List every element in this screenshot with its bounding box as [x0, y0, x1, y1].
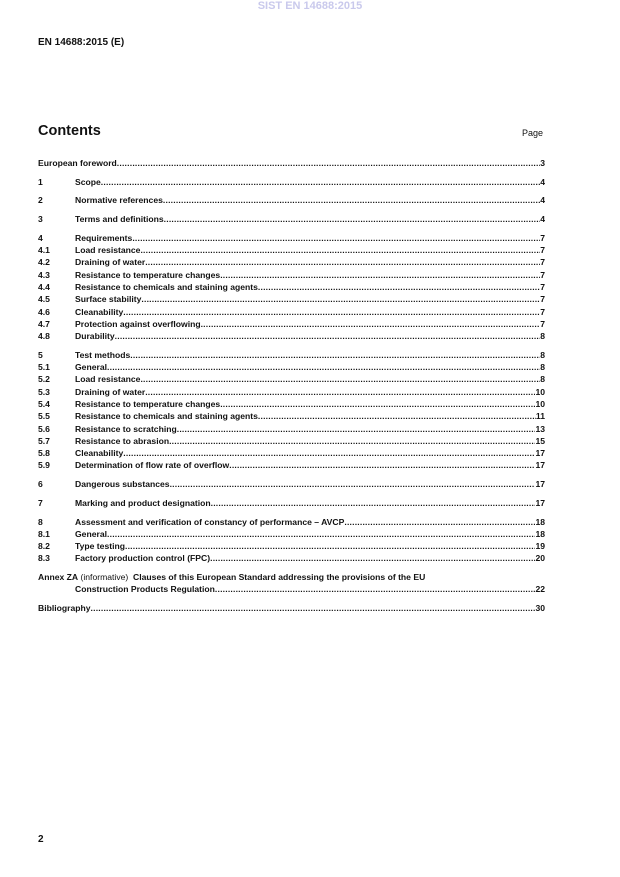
toc-entry[interactable] — [38, 435, 545, 447]
toc-entry-number: 4.1 — [38, 245, 50, 256]
toc-entry[interactable] — [38, 398, 545, 410]
toc-entry-title: Dangerous substances — [75, 479, 170, 490]
toc-entry-title: General — [75, 528, 108, 539]
toc-entry-title: Resistance to temperature changes — [75, 269, 221, 280]
toc-entry-title: Test methods — [75, 349, 131, 360]
toc-entry-page: 7 — [540, 306, 545, 317]
toc-entry-page: 3 — [540, 158, 545, 168]
toc-entry-page: 7 — [540, 269, 545, 280]
dot-leader — [258, 281, 540, 293]
toc-entry-title: Factory production control (FPC) — [75, 553, 211, 564]
toc-entry-page: 8 — [540, 331, 545, 342]
toc-entry-number: 4.7 — [38, 318, 50, 329]
dot-leader — [201, 318, 541, 330]
toc-entry-page: 7 — [540, 294, 545, 305]
dot-leader — [258, 410, 536, 422]
dot-leader — [145, 386, 535, 398]
toc-entry-number: 4.6 — [38, 306, 50, 317]
dot-leader — [130, 349, 540, 361]
toc-entry-title: Load resistance — [75, 245, 141, 256]
toc-group — [38, 478, 545, 490]
toc-entry-title: Durability — [75, 331, 115, 342]
toc-entry[interactable] — [38, 176, 545, 188]
toc-entry-number: 4.8 — [38, 331, 50, 342]
dot-leader — [210, 552, 535, 564]
toc-entry-page: 8 — [540, 374, 545, 385]
toc-entry-title: General — [75, 362, 108, 373]
annex-qualifier: (informative) — [80, 572, 129, 583]
dot-leader — [123, 306, 540, 318]
toc-entry-title: Resistance to temperature changes — [75, 399, 221, 409]
toc-entry-title: Normative references — [75, 195, 163, 206]
toc-entry-number: 4.5 — [38, 294, 50, 305]
annex-title-line2: Construction Products Regulation — [75, 584, 215, 595]
toc-entry-title: Load resistance — [75, 374, 141, 385]
toc-entry[interactable] — [38, 540, 545, 552]
toc-entry-page: 17 — [535, 479, 545, 490]
toc-entry[interactable] — [38, 330, 545, 342]
dot-leader — [170, 478, 536, 490]
page-number: 2 — [38, 834, 44, 845]
toc-entry-number: 7 — [38, 497, 43, 508]
dot-leader — [115, 330, 541, 342]
dot-leader — [163, 194, 540, 206]
toc-entry-page: 7 — [540, 257, 545, 268]
toc-entry-number: 1 — [38, 176, 43, 187]
toc-entry-page: 17 — [535, 448, 545, 459]
toc-entry-title: Surface stability — [75, 294, 142, 305]
table-of-contents — [38, 157, 545, 621]
toc-annex-entry[interactable] — [38, 571, 545, 596]
toc-entry-page: 7 — [540, 281, 545, 292]
toc-entry-number: 5.2 — [38, 374, 50, 385]
toc-entry[interactable] — [38, 318, 545, 330]
toc-entry-title: Scope — [75, 176, 101, 187]
toc-group — [38, 176, 545, 188]
toc-entry-number: 4 — [38, 232, 43, 243]
toc-group — [38, 516, 545, 565]
toc-entry[interactable] — [38, 423, 545, 435]
toc-group — [38, 232, 545, 343]
toc-entry[interactable] — [38, 478, 545, 490]
toc-entry[interactable] — [38, 349, 545, 361]
toc-entry-number: 5.1 — [38, 362, 50, 373]
bibliography-title: Bibliography — [38, 603, 91, 614]
dot-leader — [140, 373, 540, 385]
toc-group — [38, 497, 545, 509]
dot-leader — [177, 423, 536, 435]
toc-entry[interactable] — [38, 269, 545, 281]
toc-entry-title: Cleanability — [75, 448, 124, 459]
toc-group — [38, 194, 545, 206]
toc-entry-number: 2 — [38, 195, 43, 206]
toc-entry-title: Draining of water — [75, 386, 146, 397]
toc-entry[interactable] — [38, 213, 545, 225]
toc-entry[interactable] — [38, 244, 545, 256]
toc-entry-page: 20 — [535, 553, 545, 564]
toc-entry-title: Marking and product designation — [75, 497, 211, 508]
toc-entry-number: 5.7 — [38, 435, 50, 446]
toc-entry-page: 18 — [535, 528, 545, 539]
toc-entry-title: Terms and definitions — [75, 214, 164, 225]
dot-leader — [107, 361, 540, 373]
toc-entry-page: 8 — [540, 362, 545, 373]
toc-entry-title: Requirements — [75, 232, 133, 243]
bibliography-page: 30 — [535, 603, 545, 614]
toc-entry-page: 4 — [540, 176, 545, 187]
toc-entry-page: 18 — [535, 516, 545, 527]
toc-entry-page: 15 — [535, 435, 545, 446]
toc-entry-page: 7 — [540, 232, 545, 243]
dot-leader — [145, 256, 540, 268]
toc-entry-page: 4 — [540, 195, 545, 206]
toc-entry-page: 4 — [540, 214, 545, 225]
toc-entry[interactable] — [38, 306, 545, 318]
toc-entry-page: 13 — [535, 423, 545, 434]
toc-entry-number: 8.2 — [38, 541, 50, 552]
toc-entry[interactable] — [38, 256, 545, 268]
dot-leader — [220, 269, 540, 281]
toc-entry-number: 5.5 — [38, 411, 50, 422]
toc-entry-title: Cleanability — [75, 306, 124, 317]
toc-entry[interactable] — [38, 410, 545, 422]
toc-entry-number: 5.3 — [38, 386, 50, 397]
dot-leader — [141, 293, 540, 305]
annex-page: 22 — [535, 584, 545, 595]
toc-entry[interactable] — [38, 386, 545, 398]
toc-entry-title: Resistance to abrasion — [75, 435, 170, 446]
toc-entry-number: 8.3 — [38, 553, 50, 564]
toc-entry[interactable] — [38, 459, 545, 471]
contents-title: Contents — [38, 123, 101, 139]
toc-entry[interactable] — [38, 281, 545, 293]
dot-leader — [211, 497, 536, 509]
dot-leader — [91, 602, 536, 614]
toc-entry-title: Resistance to chemicals and staining agents — [75, 281, 258, 292]
dot-leader — [164, 213, 541, 225]
toc-entry-title: Type testing — [75, 541, 125, 552]
annex-label: Annex ZA — [38, 572, 79, 583]
toc-entry-page: 7 — [540, 245, 545, 256]
dot-leader — [344, 516, 535, 528]
toc-entry[interactable] — [38, 552, 545, 564]
dot-leader — [101, 176, 540, 188]
toc-entry[interactable] — [38, 361, 545, 373]
dot-leader — [123, 447, 535, 459]
toc-entry-number: 5.9 — [38, 460, 50, 471]
toc-entry-title: Draining of water — [75, 257, 146, 268]
toc-entry-title: Determination of flow rate of overflow — [75, 460, 230, 471]
toc-entry-page: 8 — [540, 349, 545, 360]
toc-entry-page: 10 — [535, 386, 545, 397]
dot-leader — [169, 435, 535, 447]
page-column-label: Page — [522, 128, 544, 138]
toc-entry-number: 8 — [38, 516, 43, 527]
toc-entry-number: 5 — [38, 349, 43, 360]
toc-entry-page: 19 — [535, 541, 545, 552]
toc-entry-number: 3 — [38, 214, 43, 225]
toc-entry-number: 5.4 — [38, 399, 50, 409]
dot-leader — [107, 528, 535, 540]
toc-entry-number: 4.3 — [38, 269, 50, 280]
dot-leader — [229, 459, 535, 471]
dot-leader — [117, 157, 540, 169]
toc-entry-page: 11 — [535, 411, 545, 422]
toc-group — [38, 157, 545, 169]
toc-entry[interactable] — [38, 516, 545, 528]
annex-title-line1: Clauses of this European Standard addressing the provisions of the EU — [133, 572, 426, 583]
toc-entry[interactable] — [38, 528, 545, 540]
watermark: SIST EN 14688:2015 — [257, 0, 363, 12]
dot-leader — [125, 540, 535, 552]
toc-entry-title: Resistance to scratching — [75, 423, 177, 434]
toc-entry[interactable] — [38, 373, 545, 385]
dot-leader — [132, 232, 540, 244]
toc-entry-page: 10 — [535, 399, 545, 409]
toc-entry[interactable] — [38, 447, 545, 459]
toc-entry-page: 17 — [535, 497, 545, 508]
toc-entry-page: 7 — [540, 318, 545, 329]
toc-entry-title: Protection against overflowing — [75, 318, 201, 329]
toc-entry-number: 4.2 — [38, 257, 50, 268]
dot-leader — [215, 583, 536, 595]
toc-entry[interactable] — [38, 232, 545, 244]
document-header: EN 14688:2015 (E) — [38, 37, 125, 48]
toc-group — [38, 213, 545, 225]
toc-entry-number: 8.1 — [38, 528, 50, 539]
toc-entry[interactable] — [38, 194, 545, 206]
toc-bibliography-entry[interactable] — [38, 602, 545, 614]
toc-entry-number: 4.4 — [38, 281, 50, 292]
toc-entry-number: 5.6 — [38, 423, 50, 434]
toc-entry-title: European foreword — [38, 158, 117, 168]
toc-entry-page: 17 — [535, 460, 545, 471]
toc-entry-title: Assessment and verification of constancy of performance – AVCP — [75, 516, 345, 527]
dot-leader — [220, 398, 535, 410]
toc-entry-number: 5.8 — [38, 448, 50, 459]
toc-entry[interactable] — [38, 293, 545, 305]
toc-entry-title: Resistance to chemicals and staining agents — [75, 411, 258, 422]
toc-entry[interactable] — [38, 157, 545, 169]
dot-leader — [140, 244, 540, 256]
toc-group — [38, 349, 545, 472]
toc-entry[interactable] — [38, 497, 545, 509]
toc-entry-number: 6 — [38, 479, 43, 490]
